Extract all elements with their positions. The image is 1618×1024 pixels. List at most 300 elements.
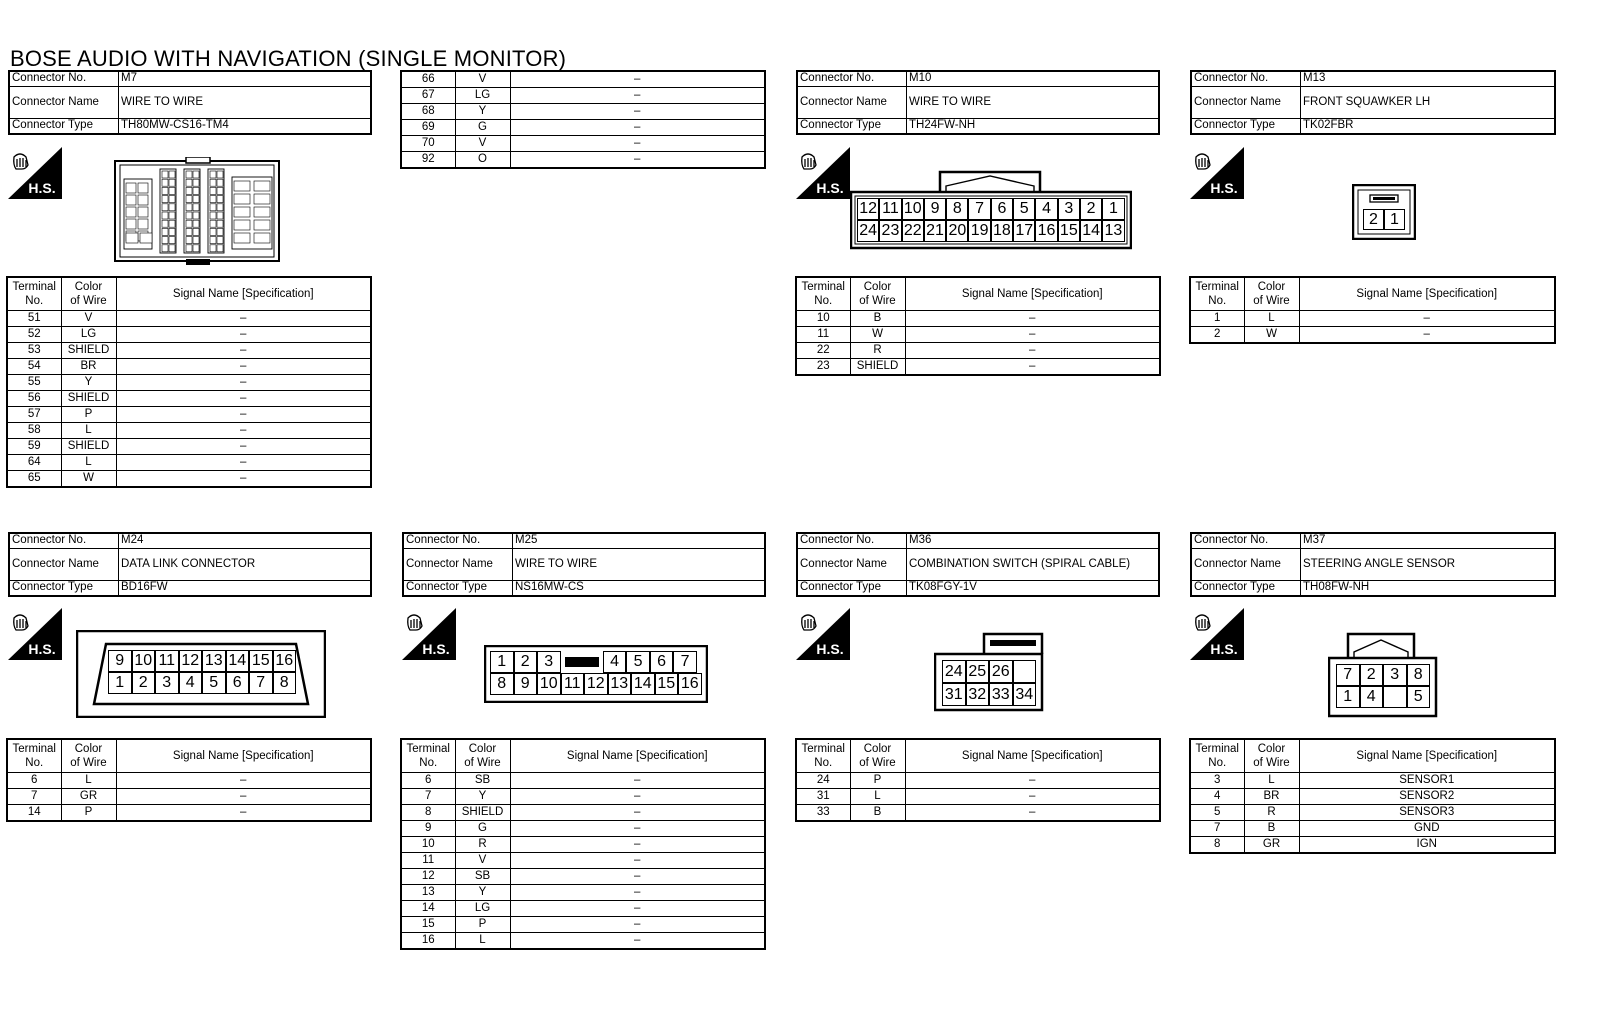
connector-pin	[217, 237, 223, 244]
signal-name-cell: –	[116, 311, 371, 327]
connector-pin	[217, 196, 223, 203]
connector-pin	[186, 212, 192, 219]
terminal-no-cell: 8	[1190, 837, 1244, 854]
signal-name-cell: –	[510, 885, 765, 901]
terminal-no-header: Terminal No.	[1190, 739, 1244, 773]
signal-name-cell: –	[116, 391, 371, 407]
terminal-no-cell: 64	[7, 455, 61, 471]
terminal-no-cell: 4	[1190, 789, 1244, 805]
signal-name-header: Signal Name [Specification]	[116, 739, 371, 773]
m37-terminal-table-wrap	[1189, 738, 1556, 854]
connector-pin: 6	[650, 651, 674, 673]
connector-pin	[126, 183, 136, 193]
terminal-no-cell: 66	[401, 71, 455, 88]
connector-pin	[169, 212, 175, 219]
terminal-no-cell: 13	[401, 885, 455, 901]
connector-pin: 1	[490, 651, 514, 673]
signal-name-cell: –	[510, 136, 765, 152]
connector-pin: 12	[179, 650, 203, 672]
terminal-row	[796, 805, 1160, 822]
signal-name-cell: –	[510, 853, 765, 869]
connector-pin	[193, 196, 199, 203]
connector-pin: 3	[537, 651, 561, 673]
signal-name-cell: –	[116, 423, 371, 439]
wire-color-cell: L	[61, 423, 116, 439]
wire-color-cell: B	[850, 311, 905, 327]
terminal-row	[1190, 311, 1555, 327]
m13-header-table	[1190, 70, 1556, 135]
terminal-no-cell: 11	[796, 327, 850, 343]
wire-color-cell: LG	[455, 901, 510, 917]
signal-name-cell: –	[510, 837, 765, 853]
connector-type-label: Connector Type	[1191, 119, 1301, 135]
color-of-wire-header: Color of Wire	[61, 739, 116, 773]
signal-name-cell: –	[510, 104, 765, 120]
connector-no-label: Connector No.	[9, 533, 119, 549]
connector-type-label: Connector Type	[1191, 581, 1301, 597]
signal-name-cell: –	[905, 343, 1160, 359]
connector-pin	[169, 196, 175, 203]
terminal-row	[401, 869, 765, 885]
connector-pin: 10	[902, 198, 924, 220]
connector-pin	[162, 237, 168, 244]
terminal-no-cell: 54	[7, 359, 61, 375]
signal-name-cell: SENSOR3	[1299, 805, 1555, 821]
terminal-row	[1190, 837, 1555, 854]
hs-label: H.S.	[28, 180, 56, 196]
harness-side-icon	[796, 608, 850, 660]
terminal-no-cell: 92	[401, 152, 455, 169]
wire-color-cell: R	[455, 837, 510, 853]
connector-pin: 17	[1013, 220, 1035, 242]
wire-color-cell: Y	[455, 104, 510, 120]
terminal-row	[7, 359, 371, 375]
m7-terminal-table	[6, 276, 372, 488]
terminal-no-cell: 6	[7, 773, 61, 789]
connector-pin: 10	[132, 650, 156, 672]
connector-no-label: Connector No.	[1191, 71, 1301, 87]
wire-color-cell: G	[455, 120, 510, 136]
wire-color-cell: O	[455, 152, 510, 169]
connector-pin: 11	[561, 673, 585, 695]
connector-name-label: Connector Name	[1191, 87, 1301, 119]
connector-pin	[193, 187, 199, 194]
connector-pin	[193, 179, 199, 186]
connector-no-value: M10	[907, 71, 1160, 87]
connector-pin: 5	[202, 672, 226, 694]
connector-pin	[169, 245, 175, 252]
m7-terminal-table-wrap	[6, 276, 372, 488]
signal-name-cell: –	[116, 327, 371, 343]
terminal-no-cell: 14	[401, 901, 455, 917]
connector-type-value: TK08FGY-1V	[907, 581, 1160, 597]
connector-type-label: Connector Type	[9, 581, 119, 597]
connector-type-value: TH24FW-NH	[907, 119, 1160, 135]
terminal-row	[796, 773, 1160, 789]
terminal-row	[401, 901, 765, 917]
terminal-row	[7, 375, 371, 391]
m10-terminal-table-wrap	[795, 276, 1161, 376]
wire-color-cell: Y	[455, 885, 510, 901]
wire-color-cell: SHIELD	[61, 439, 116, 455]
connector-pin: 16	[1035, 220, 1057, 242]
connector-pin	[169, 171, 175, 178]
connector-pin: 1	[1384, 209, 1405, 230]
terminal-no-cell: 69	[401, 120, 455, 136]
terminal-no-cell: 2	[1190, 327, 1244, 344]
terminal-no-cell: 10	[401, 837, 455, 853]
wire-color-cell: SHIELD	[61, 343, 116, 359]
m13-hs	[1190, 147, 1244, 199]
connector-pin	[210, 179, 216, 186]
terminal-row	[7, 391, 371, 407]
connector-no-value: M7	[119, 71, 372, 87]
terminal-row	[401, 933, 765, 950]
terminal-row	[1190, 789, 1555, 805]
connector-name-value: WIRE TO WIRE	[513, 549, 766, 581]
connector-pin: 8	[946, 198, 968, 220]
terminal-row	[401, 853, 765, 869]
hs-label: H.S.	[1210, 180, 1238, 196]
connector-pin	[162, 245, 168, 252]
terminal-no-cell: 58	[7, 423, 61, 439]
terminal-no-header: Terminal No.	[7, 277, 61, 311]
terminal-no-header: Terminal No.	[796, 739, 850, 773]
terminal-row	[7, 407, 371, 423]
connector-pin	[162, 187, 168, 194]
terminal-row	[401, 805, 765, 821]
connector-pin: 13	[1102, 220, 1124, 242]
terminal-row	[7, 423, 371, 439]
connector-pin	[210, 245, 216, 252]
connector-pin	[1013, 660, 1037, 683]
terminal-no-cell: 52	[7, 327, 61, 343]
terminal-no-cell: 68	[401, 104, 455, 120]
connector-pin	[126, 219, 136, 229]
m13-terminal-table-wrap	[1189, 276, 1556, 344]
connector-pin	[186, 220, 192, 227]
signal-name-header: Signal Name [Specification]	[1299, 739, 1555, 773]
wire-color-cell: GR	[1244, 837, 1299, 854]
connector-pin: 10	[537, 673, 561, 695]
connector-name-label: Connector Name	[9, 549, 119, 581]
wire-color-cell: V	[455, 136, 510, 152]
connector-pin: 14	[631, 673, 655, 695]
connector-pin: 31	[942, 683, 966, 706]
terminal-row	[401, 773, 765, 789]
terminal-no-cell: 33	[796, 805, 850, 822]
m7-connector-diagram	[114, 157, 280, 267]
wire-color-cell: L	[455, 933, 510, 950]
wire-color-cell: L	[850, 789, 905, 805]
color-of-wire-header: Color of Wire	[1244, 739, 1299, 773]
connector-pin: 9	[514, 673, 538, 695]
connector-no-label: Connector No.	[1191, 533, 1301, 549]
connector-pin: 25	[966, 660, 990, 683]
connector-pin: 5	[1013, 198, 1035, 220]
terminal-row	[1190, 327, 1555, 344]
wire-color-cell: W	[850, 327, 905, 343]
connector-pin: 2	[132, 672, 156, 694]
connector-pin: 2	[1080, 198, 1102, 220]
connector-pin: 2	[1360, 664, 1384, 686]
signal-name-cell: IGN	[1299, 837, 1555, 854]
connector-pin: 16	[273, 650, 297, 672]
connector-pin	[254, 233, 270, 243]
connector-pin: 4	[603, 651, 627, 673]
connector-type-value: TK02FBR	[1301, 119, 1556, 135]
wire-color-cell: G	[455, 821, 510, 837]
wire-color-cell: R	[1244, 805, 1299, 821]
signal-name-cell: –	[116, 359, 371, 375]
connector-no-value: M37	[1301, 533, 1556, 549]
connector-type-label: Connector Type	[9, 119, 119, 135]
connector-pin	[210, 228, 216, 235]
terminal-row	[7, 311, 371, 327]
connector-pin	[140, 233, 152, 243]
connector-type-value: BD16FW	[119, 581, 372, 597]
connector-pin: 26	[989, 660, 1013, 683]
wire-color-cell: BR	[1244, 789, 1299, 805]
harness-side-icon	[402, 608, 456, 660]
terminal-no-cell: 31	[796, 789, 850, 805]
terminal-no-cell: 10	[796, 311, 850, 327]
connector-pin	[126, 207, 136, 217]
connector-pin	[210, 196, 216, 203]
terminal-row	[7, 805, 371, 822]
connector-pin	[217, 220, 223, 227]
signal-name-header: Signal Name [Specification]	[1299, 277, 1555, 311]
terminal-no-header: Terminal No.	[7, 739, 61, 773]
terminal-row	[1190, 805, 1555, 821]
signal-name-header: Signal Name [Specification]	[510, 739, 765, 773]
connector-pin: 4	[1360, 686, 1384, 708]
signal-name-cell: –	[510, 917, 765, 933]
wire-color-cell: P	[850, 773, 905, 789]
connector-pin: 34	[1013, 683, 1037, 706]
hs-label: H.S.	[1210, 641, 1238, 657]
terminal-no-cell: 9	[401, 821, 455, 837]
harness-side-icon	[8, 608, 62, 660]
connector-pin	[169, 204, 175, 211]
connector-pin	[162, 212, 168, 219]
connector-name-value: STEERING ANGLE SENSOR	[1301, 549, 1556, 581]
connector-pin: 13	[608, 673, 632, 695]
connector-pin: 15	[1058, 220, 1080, 242]
m24-terminal-table-wrap	[6, 738, 372, 822]
terminal-no-cell: 15	[401, 917, 455, 933]
connector-no-value: M24	[119, 533, 372, 549]
signal-name-cell: –	[116, 375, 371, 391]
connector-name-value: DATA LINK CONNECTOR	[119, 549, 372, 581]
connector-name-value: WIRE TO WIRE	[907, 87, 1160, 119]
connector-pin	[234, 181, 250, 191]
connector-pin	[186, 187, 192, 194]
terminal-row	[401, 789, 765, 805]
terminal-no-header: Terminal No.	[1190, 277, 1244, 311]
m36-terminal-table-wrap	[795, 738, 1161, 822]
connector-m13	[1190, 70, 1556, 135]
signal-name-cell: –	[510, 933, 765, 950]
connector-pin	[126, 233, 138, 243]
signal-name-cell: GND	[1299, 821, 1555, 837]
connector-pin	[234, 220, 250, 230]
terminal-row	[401, 88, 765, 104]
connector-name-label: Connector Name	[797, 549, 907, 581]
connector-pin: 23	[879, 220, 901, 242]
page-title: BOSE AUDIO WITH NAVIGATION (SINGLE MONITOR)	[10, 46, 567, 71]
connector-pin	[234, 194, 250, 204]
terminal-row	[7, 773, 371, 789]
m25-terminal-table	[400, 738, 766, 950]
connector-pin: 9	[108, 650, 132, 672]
connector-pin: 6	[226, 672, 250, 694]
connector-pin: 2	[514, 651, 538, 673]
connector-pin	[169, 220, 175, 227]
connector-pin	[162, 228, 168, 235]
terminal-no-cell: 57	[7, 407, 61, 423]
m24-terminal-table	[6, 738, 372, 822]
m7-hs	[8, 147, 62, 199]
connector-pin: 4	[1035, 198, 1057, 220]
connector-type-value: NS16MW-CS	[513, 581, 766, 597]
connector-pin: 16	[678, 673, 702, 695]
connector-pin: 24	[942, 660, 966, 683]
terminal-no-header: Terminal No.	[796, 277, 850, 311]
terminal-row	[401, 152, 765, 169]
color-of-wire-header: Color of Wire	[455, 739, 510, 773]
m37-hs	[1190, 608, 1244, 660]
connector-pin: 7	[673, 651, 697, 673]
signal-name-cell: –	[905, 805, 1160, 822]
connector-pin	[162, 220, 168, 227]
connector-pin	[186, 171, 192, 178]
connector-name-value: COMBINATION SWITCH (SPIRAL CABLE)	[907, 549, 1160, 581]
color-of-wire-header: Color of Wire	[1244, 277, 1299, 311]
connector-pin	[217, 179, 223, 186]
terminal-no-cell: 12	[401, 869, 455, 885]
connector-pin: 6	[991, 198, 1013, 220]
terminal-no-cell: 6	[401, 773, 455, 789]
connector-pin	[186, 237, 192, 244]
connector-m36	[796, 532, 1160, 597]
connector-pin	[210, 220, 216, 227]
connector-pin	[210, 204, 216, 211]
m37-terminal-table	[1189, 738, 1556, 854]
connector-name-value: WIRE TO WIRE	[119, 87, 372, 119]
signal-name-cell: –	[905, 311, 1160, 327]
terminal-no-cell: 7	[1190, 821, 1244, 837]
signal-name-cell: –	[116, 455, 371, 471]
terminal-no-cell: 24	[796, 773, 850, 789]
hs-label: H.S.	[816, 180, 844, 196]
connector-pin: 8	[273, 672, 297, 694]
terminal-row	[401, 821, 765, 837]
connector-no-value: M13	[1301, 71, 1556, 87]
connector-pin	[217, 228, 223, 235]
connector-pin	[217, 204, 223, 211]
m37-header-table	[1190, 532, 1556, 597]
connector-pin	[186, 228, 192, 235]
terminal-row	[796, 327, 1160, 343]
connector-pin	[193, 204, 199, 211]
connector-m7	[8, 70, 372, 135]
terminal-no-cell: 65	[7, 471, 61, 488]
connector-m10	[796, 70, 1160, 135]
terminal-no-cell: 51	[7, 311, 61, 327]
connector-pin: 3	[155, 672, 179, 694]
connector-pin	[193, 228, 199, 235]
connector-pin	[217, 212, 223, 219]
connector-type-label: Connector Type	[797, 581, 907, 597]
signal-name-cell: –	[510, 152, 765, 169]
connector-pin	[561, 651, 603, 673]
connector-type-value: TH80MW-CS16-TM4	[119, 119, 372, 135]
connector-pin: 8	[1407, 664, 1431, 686]
connector-pin: 14	[226, 650, 250, 672]
connector-pin	[193, 237, 199, 244]
signal-name-cell: –	[116, 805, 371, 822]
connector-pin: 1	[1102, 198, 1124, 220]
color-of-wire-header: Color of Wire	[850, 739, 905, 773]
terminal-row	[7, 455, 371, 471]
connector-name-label: Connector Name	[797, 87, 907, 119]
wire-color-cell: V	[455, 71, 510, 88]
signal-name-cell: –	[905, 327, 1160, 343]
m24-hs	[8, 608, 62, 660]
connector-pin: 14	[1080, 220, 1102, 242]
m10-header-table	[796, 70, 1160, 135]
connector-pin	[210, 212, 216, 219]
wire-color-cell: L	[61, 773, 116, 789]
connector-pin: 12	[584, 673, 608, 695]
connector-pin	[186, 204, 192, 211]
connector-pin: 3	[1383, 664, 1407, 686]
connector-pin: 1	[1336, 686, 1360, 708]
connector-pin	[169, 187, 175, 194]
signal-name-cell: –	[510, 120, 765, 136]
terminal-row	[796, 343, 1160, 359]
connector-pin: 11	[155, 650, 179, 672]
connector-pin: 33	[989, 683, 1013, 706]
terminal-no-cell: 70	[401, 136, 455, 152]
color-of-wire-header: Color of Wire	[850, 277, 905, 311]
connector-pin	[138, 219, 148, 229]
connector-m37	[1190, 532, 1556, 597]
harness-side-icon	[8, 147, 62, 199]
terminal-row	[796, 789, 1160, 805]
harness-side-icon	[796, 147, 850, 199]
connector-no-label: Connector No.	[797, 533, 907, 549]
connector-pin: 13	[202, 650, 226, 672]
connector-name-value: FRONT SQUAWKER LH	[1301, 87, 1556, 119]
hs-label: H.S.	[422, 641, 450, 657]
m7-continuation	[400, 70, 766, 169]
m7-header-table	[8, 70, 372, 135]
connector-pin: 12	[857, 198, 879, 220]
connector-pin	[234, 207, 250, 217]
m25-hs	[402, 608, 456, 660]
connector-name-label: Connector Name	[1191, 549, 1301, 581]
connector-pin	[1383, 686, 1407, 708]
connector-pin	[193, 245, 199, 252]
signal-name-cell: SENSOR2	[1299, 789, 1555, 805]
connector-pin: 32	[966, 683, 990, 706]
connector-pin	[210, 187, 216, 194]
connector-pin: 15	[655, 673, 679, 695]
connector-pin: 1	[108, 672, 132, 694]
connector-pin	[210, 237, 216, 244]
